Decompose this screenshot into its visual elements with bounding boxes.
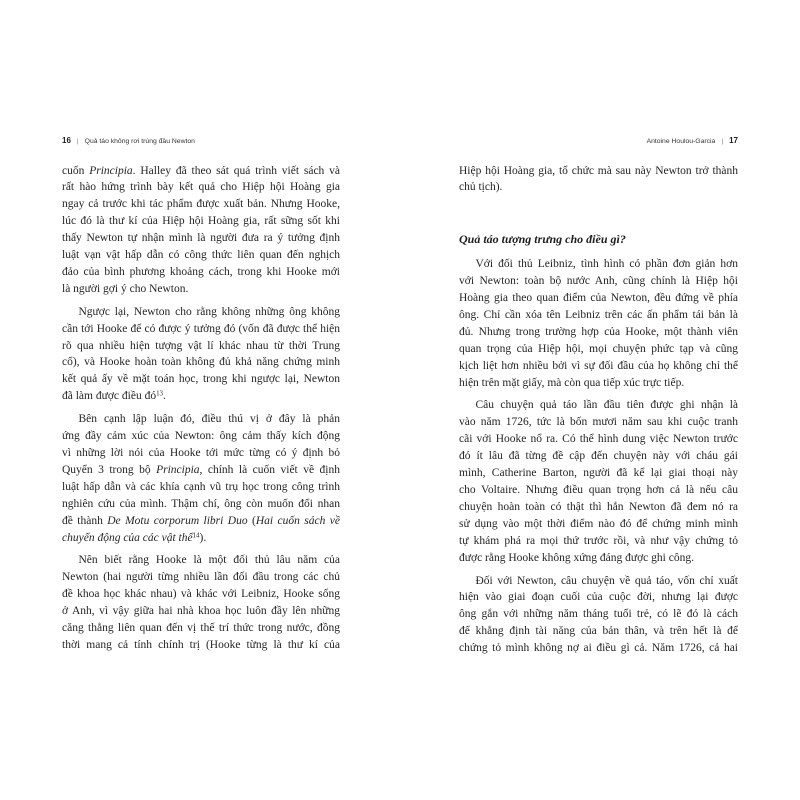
footnote-reference: 13 <box>156 390 163 398</box>
text-line: quan trọng của Hiệp hội, mọi chuyện phức tạp và cũng <box>459 342 738 355</box>
text-line: ông. Chỉ cần xóa tên Leibniz trên các ấn phẩm tái bản là <box>459 308 738 321</box>
text-line: rõ qua nhiều hiện tượng vật lí khác nhau từ thời Trung <box>62 339 340 352</box>
italic-text: Hai cuốn sách về <box>255 514 340 527</box>
text-line: luật vạn vật hấp dẫn có công thức liên quan đến nghịch <box>62 249 340 262</box>
text-line: kịch liệt hơn nhiều bởi vì sự đối đầu của họ không chỉ thể <box>459 359 738 372</box>
text-line: sử dụng vào một thời điểm nào đó để chứng minh mình <box>459 517 738 530</box>
text-line: mình, Catherine Barton, người đã kể lại giai thoại này <box>459 467 738 480</box>
text-line: ngay cả trước khi tác phẩm được xuất bản. Nhưng Hooke, <box>62 198 340 211</box>
text-line: đề khoa học khác nhau) và khác với Leibniz, Hooke sống <box>62 588 340 601</box>
text-line <box>62 530 340 547</box>
text-line: Nên biết rằng Hooke là một đối thủ lâu năm của <box>78 554 340 567</box>
page-number: 17 <box>729 136 738 145</box>
text-line: chủ tịch). <box>459 181 503 194</box>
paragraph <box>459 163 738 197</box>
text-line: với Newton: toàn bộ nước Anh, cũng chính là Hiệp hội <box>459 275 738 288</box>
text-line: căng thẳng liên quan đến vị thế trí thức trong nước, đồng <box>62 622 340 635</box>
text-line: đảo của bình phương khoảng cách, trong khi Hooke mới <box>62 265 340 278</box>
text-line: là người gợi ý cho Newton. <box>62 282 189 295</box>
text-line: Newton (hai người từng nhiều lần đối đầu trong các chủ <box>62 571 340 584</box>
text-line: vào năm 1726, tức là bốn mươi năm sau khi cuộc tranh <box>459 416 738 429</box>
running-book-title: Quả táo không rơi trúng đầu Newton <box>84 138 195 145</box>
text-run: Quyển 3 trong bộ <box>62 463 157 476</box>
text-line: rất hào hứng trình bày kết quả cho Hiệp hội Hoàng gia <box>62 181 340 194</box>
text-line: ứng đầy cảm xúc của Newton: ông cảm thấy kích động <box>62 430 340 443</box>
text-line <box>62 163 340 180</box>
text-run: cuốn <box>62 164 90 177</box>
left-page-header <box>62 135 195 146</box>
header-separator: | <box>721 138 724 145</box>
right-page-body <box>459 163 738 658</box>
text-line: hiện trên mặt giấy, mà còn qua tiếp xúc trực tiếp. <box>459 376 685 389</box>
section-heading: Quả táo tượng trưng cho điều gì? <box>459 232 626 247</box>
text-line: vì những lời nói của Hooke tới mức từng có ý định bỏ <box>62 447 340 459</box>
text-run: ( <box>247 514 256 527</box>
text-line: chứng tỏ mình không nợ ai điều gì cả. Năm 1726, cả hai <box>459 642 738 655</box>
italic-text: Principia <box>156 463 200 476</box>
paragraph <box>62 163 340 298</box>
page-number: 16 <box>62 136 71 145</box>
text-line: lúc đó là thư kí của Hiệp hội Hoàng gia, rất sững sốt khi <box>62 215 340 228</box>
header-separator: | <box>76 138 79 145</box>
text-line: tự khám phá ra mọi thứ trước rồi, và như vậy chứng tỏ <box>459 534 738 547</box>
text-line: để khẳng định tài năng của bản thân, và trên hết là để <box>459 625 738 638</box>
paragraph <box>62 552 340 653</box>
running-author-name: Antoine Houlou-Garcia <box>646 138 716 145</box>
italic-text: chuyển động của các vật thể <box>62 531 193 544</box>
text-line: ông gắn với những năm tháng tuổi trẻ, có lẽ đó là cách <box>459 608 738 621</box>
footnote-reference: 14 <box>192 532 200 540</box>
text-line <box>62 513 340 530</box>
paragraph <box>62 411 340 546</box>
text-line <box>62 462 340 479</box>
text-line: thời mang cả tính chính trị (Hooke từng là thư kí của <box>62 638 340 651</box>
text-run: ). <box>199 531 207 544</box>
text-line: chuyện hoàn toàn có thật thì hẳn Newton đã đem nó ra <box>459 500 738 513</box>
text-line: kết quả ấy về mặt toán học, trong khi ngược lại, Newton <box>62 373 340 386</box>
text-line: luật hấp dẫn và các khía cạnh vũ trụ học trong công trình <box>62 480 340 493</box>
italic-text: Principia <box>89 164 133 177</box>
text-run: . <box>162 390 166 403</box>
text-run: . Halley đã theo sát quá trình viết sách và <box>132 164 340 177</box>
text-line <box>62 388 340 405</box>
paragraph <box>459 397 738 566</box>
text-line: hiện vào giai đoạn cuối của cuộc đời, nhưng lại được <box>459 591 738 604</box>
text-line: nghiên cứu của mình. Thậm chí, ông còn muốn đổi nhan <box>62 497 340 510</box>
left-page-body <box>62 163 340 654</box>
text-line: cho Voltaire. Nhưng điều quan trọng hơn cả là nếu câu <box>459 484 738 496</box>
text-line: cần tới Hooke để có được ý tưởng đó (vốn đã được thể hiện <box>62 322 340 335</box>
text-line: đủ. Nhưng trong trường hợp của Hooke, một thành viên <box>459 325 738 338</box>
paragraph <box>459 256 738 391</box>
text-line: cổ), và Hooke hoàn toàn không đủ khả năng chứng minh <box>62 356 340 369</box>
text-line: được rằng Hooke không xứng đáng được ghi công. <box>459 551 694 564</box>
text-run: đã làm được điều đó <box>62 390 157 403</box>
text-line: Câu chuyện quả táo lần đầu tiên được ghi nhận là <box>475 399 738 412</box>
text-line: Với đối thủ Leibniz, tình hình có phần đơn giản hơn <box>475 258 738 271</box>
text-line: đó ít lâu đã từng đề cập đến chuyện này với cháu gái <box>459 450 738 463</box>
text-line: Hiệp hội Hoàng gia, tổ chức mà sau này Newton trở thành <box>459 164 738 177</box>
text-line: thấy Newton tự nhận mình là người đưa ra ý tưởng định <box>62 232 340 245</box>
paragraph <box>459 573 738 658</box>
right-page-header <box>647 135 738 146</box>
text-line: Bên cạnh lập luận đó, điều thú vị ở đây là phản <box>78 413 340 426</box>
right-page <box>400 0 800 800</box>
text-run: , chính là cuốn viết về định <box>199 463 340 476</box>
text-line: Ngược lại, Newton cho rằng không những ông không <box>78 305 340 318</box>
paragraph <box>62 304 340 405</box>
text-line: cãi với Hooke nổ ra. Có thể hình dung việc Newton trước <box>459 433 738 446</box>
text-run: đề thành <box>62 514 108 527</box>
italic-text: De Motu corporum libri Duo <box>107 514 248 527</box>
text-line: Đối với Newton, câu chuyện về quả táo, vốn chỉ xuất <box>475 574 738 587</box>
text-line: Hoàng gia theo quan điểm của Newton, đều đứng về phía <box>459 292 738 305</box>
text-line: ở Anh, vì vậy giữa hai nhà khoa học luôn đầy lên những <box>62 605 340 618</box>
